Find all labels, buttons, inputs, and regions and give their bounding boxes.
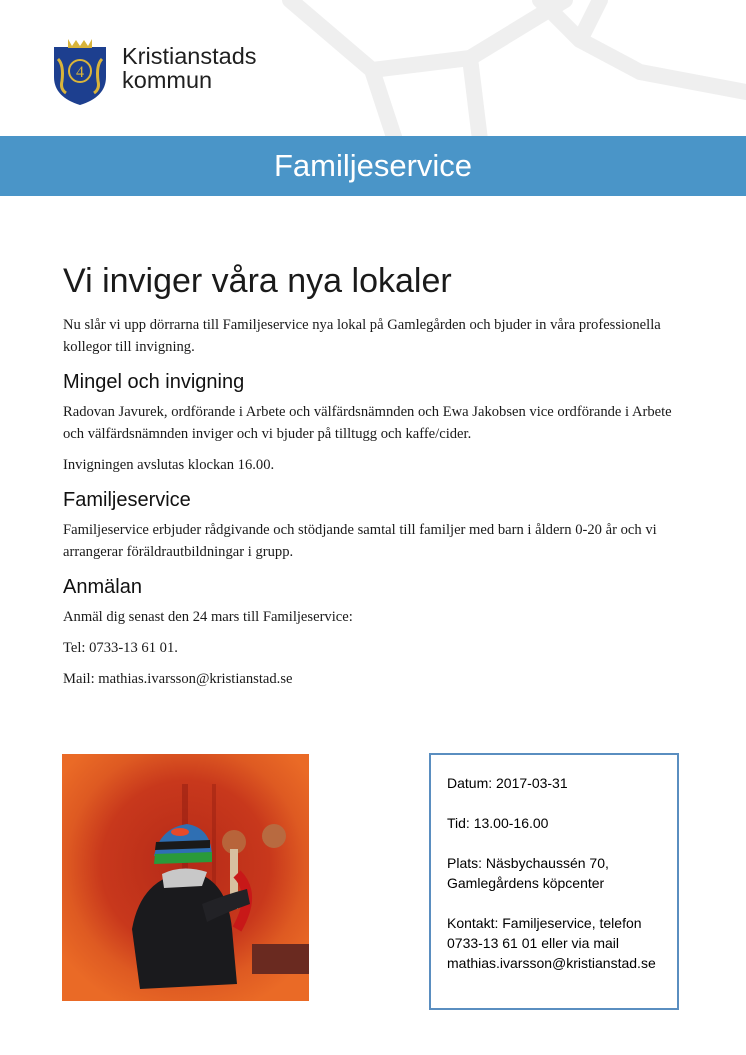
main-content bbox=[63, 258, 693, 699]
department-banner: Familjeservice bbox=[0, 136, 746, 196]
section-paragraph: Familjeservice erbjuder rådgivande och stödjande samtal till familjer med barn i åldern 0-20 år och vi arrangerar föräldrautbildningar i grupp. bbox=[63, 522, 657, 560]
coat-of-arms-logo bbox=[50, 37, 110, 107]
phone-line: Tel: 0733-13 61 01. bbox=[63, 640, 178, 656]
event-info-box bbox=[429, 753, 679, 1010]
event-contact-line2: 0733-13 61 01 eller via mail bbox=[447, 935, 619, 951]
coat-of-arms-icon bbox=[50, 37, 110, 107]
section-heading-familjeservice: Familjeservice bbox=[63, 489, 191, 511]
event-place-line1: Plats: Näsbychaussén 70, bbox=[447, 855, 609, 871]
page-title: Vi inviger våra nya lokaler bbox=[63, 262, 452, 300]
svg-text:4: 4 bbox=[76, 64, 84, 81]
organization-name-line2: kommun bbox=[122, 67, 213, 93]
organization-name bbox=[122, 44, 257, 92]
section-heading-mingel: Mingel och invigning bbox=[63, 371, 245, 393]
organization-name-line1: Kristianstads bbox=[122, 43, 257, 69]
event-place bbox=[447, 853, 665, 893]
event-time: Tid: 13.00-16.00 bbox=[447, 815, 549, 831]
child-playing-image bbox=[62, 754, 309, 1001]
intro-paragraph: Nu slår vi upp dörrarna till Familjeservice nya lokal på Gamlegården och bjuder in våra professionella kollegor till invigning. bbox=[63, 317, 661, 355]
event-contact bbox=[447, 913, 665, 973]
event-place-line2: Gamlegårdens köpcenter bbox=[447, 875, 605, 891]
event-date: Datum: 2017-03-31 bbox=[447, 775, 568, 791]
child-photo bbox=[62, 754, 309, 1001]
event-contact-line1: Kontakt: Familjeservice, telefon bbox=[447, 915, 642, 931]
event-contact-line3: mathias.ivarsson@kristianstad.se bbox=[447, 955, 656, 971]
section-paragraph: Radovan Javurek, ordförande i Arbete och välfärdsnämnden och Ewa Jakobsen vice ordförande i Arbete och välfärdsnämnden inviger och vi bjuder på tilltugg och kaffe/cider. bbox=[63, 404, 672, 442]
mail-line: Mail: mathias.ivarsson@kristianstad.se bbox=[63, 671, 293, 687]
section-heading-anmalan: Anmälan bbox=[63, 576, 142, 598]
section-paragraph: Invigningen avslutas klockan 16.00. bbox=[63, 457, 275, 473]
section-paragraph: Anmäl dig senast den 24 mars till Familjeservice: bbox=[63, 609, 353, 625]
background-lines-decoration bbox=[0, 0, 746, 140]
